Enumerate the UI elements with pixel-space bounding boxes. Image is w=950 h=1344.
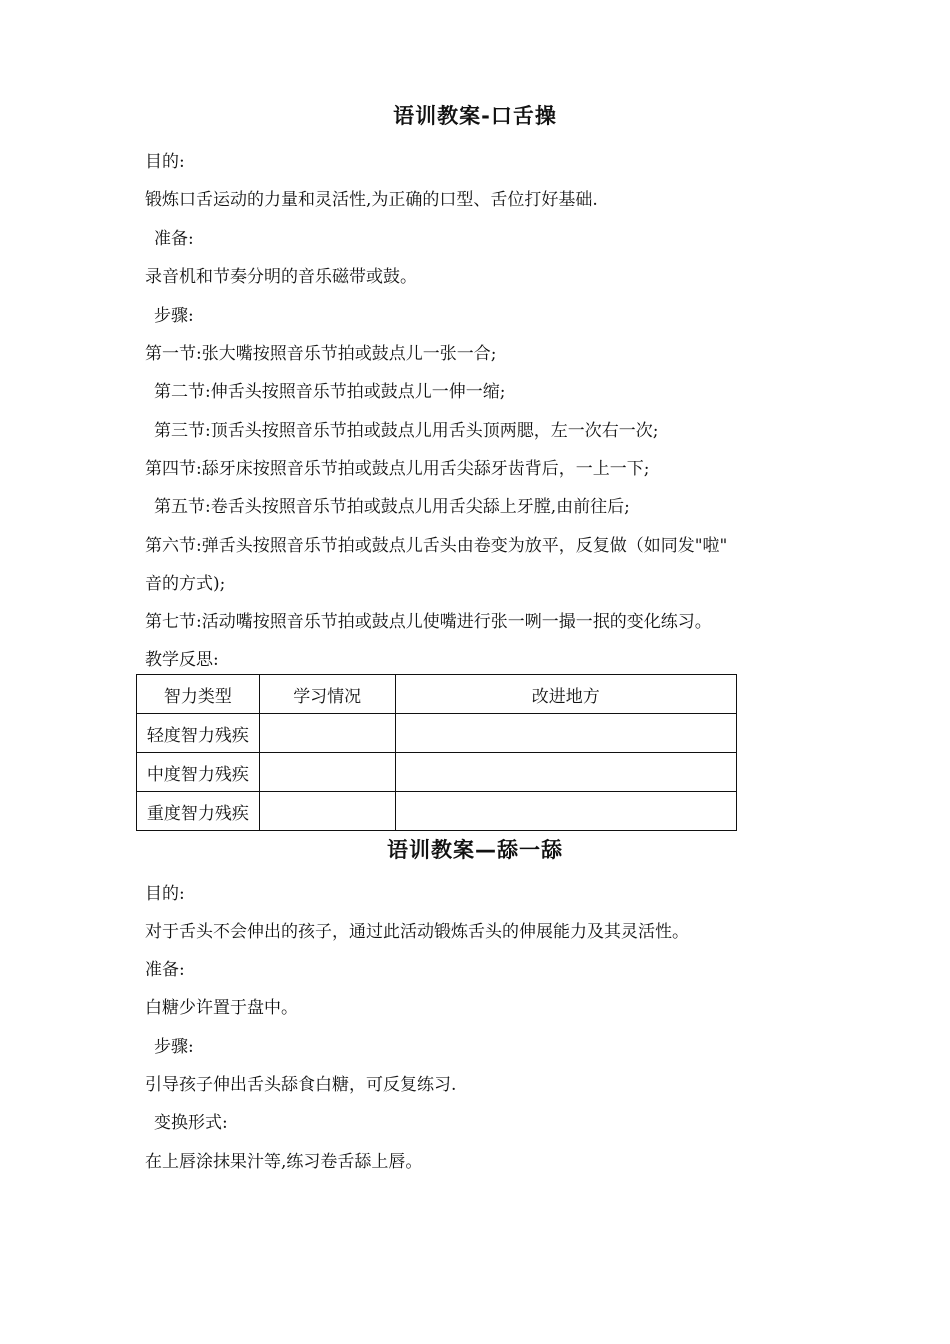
table-cell: 重度智力残疾 bbox=[137, 792, 260, 831]
table-header: 智力类型 bbox=[137, 675, 260, 714]
table-cell bbox=[395, 792, 736, 831]
step-line: 第二节:伸舌头按照音乐节拍或鼓点儿一伸一缩; bbox=[154, 382, 506, 402]
reflection-label: 教学反思: bbox=[145, 650, 219, 670]
table-header: 改进地方 bbox=[395, 675, 736, 714]
section2-steps-label: 步骤: bbox=[154, 1037, 194, 1057]
table-cell bbox=[395, 714, 736, 753]
section2-purpose-text: 对于舌头不会伸出的孩子，通过此活动锻炼舌头的伸展能力及其灵活性。 bbox=[145, 922, 689, 942]
section2-variation-text: 在上唇涂抹果汁等,练习卷舌舔上唇。 bbox=[145, 1152, 423, 1172]
step-line: 第一节:张大嘴按照音乐节拍或鼓点儿一张一合; bbox=[145, 344, 497, 364]
section1-purpose-text: 锻炼口舌运动的力量和灵活性,为正确的口型、舌位打好基础. bbox=[145, 190, 598, 210]
step-line: 第五节:卷舌头按照音乐节拍或鼓点儿用舌尖舔上牙膛,由前往后; bbox=[154, 497, 630, 517]
table-cell bbox=[395, 753, 736, 792]
section2-prep-text: 白糖少许置于盘中。 bbox=[145, 998, 298, 1018]
table-cell: 轻度智力残疾 bbox=[137, 714, 260, 753]
table-row bbox=[137, 792, 737, 831]
reflection-table bbox=[136, 674, 737, 831]
step-line: 第四节:舔牙床按照音乐节拍或鼓点儿用舌尖舔牙齿背后，一上一下; bbox=[145, 459, 650, 479]
table-header-row bbox=[137, 675, 737, 714]
table-header: 学习情况 bbox=[259, 675, 395, 714]
section2-title: 语训教案—舔一舔 bbox=[387, 838, 563, 862]
section2-variation-label: 变换形式: bbox=[154, 1113, 228, 1133]
step-line: 第三节:顶舌头按照音乐节拍或鼓点儿用舌头顶两腮，左一次右一次; bbox=[154, 421, 659, 441]
section1-prep-label: 准备: bbox=[154, 229, 194, 249]
table-cell bbox=[259, 714, 395, 753]
table-row bbox=[137, 714, 737, 753]
section1-title: 语训教案-口舌操 bbox=[393, 104, 557, 128]
table-cell: 中度智力残疾 bbox=[137, 753, 260, 792]
table-cell bbox=[259, 792, 395, 831]
step-line-continued: 音的方式); bbox=[145, 574, 226, 594]
table-row bbox=[137, 753, 737, 792]
section1-prep-text: 录音机和节奏分明的音乐磁带或鼓。 bbox=[145, 267, 417, 287]
section2-steps-text: 引导孩子伸出舌头舔食白糖，可反复练习. bbox=[145, 1075, 457, 1095]
section2-prep-label: 准备: bbox=[145, 960, 185, 980]
section1-purpose-label: 目的: bbox=[145, 152, 185, 172]
table-cell bbox=[259, 753, 395, 792]
section1-steps-label: 步骤: bbox=[154, 306, 194, 326]
step-line: 第七节:活动嘴按照音乐节拍或鼓点儿使嘴进行张一咧一撮一抿的变化练习。 bbox=[145, 612, 712, 632]
step-line: 第六节:弹舌头按照音乐节拍或鼓点儿舌头由卷变为放平，反复做（如同发"啦" bbox=[145, 536, 728, 556]
section2-purpose-label: 目的: bbox=[145, 884, 185, 904]
